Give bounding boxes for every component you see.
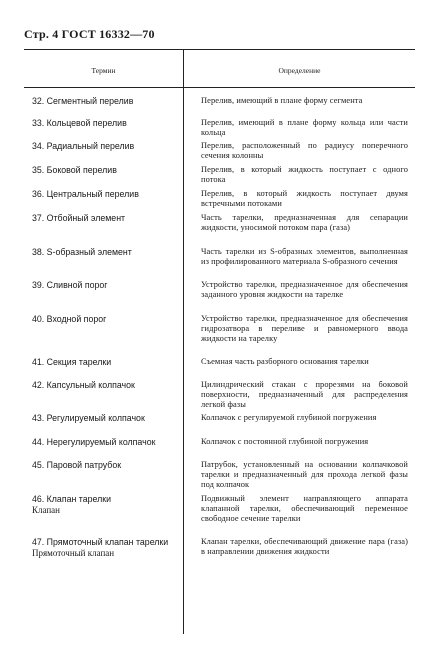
term-name: 47. Прямоточный клапан тарелки — [32, 537, 169, 547]
definition-cell: Устройство тарелки, предназначенное для обеспечения гидрозатвора в переливе и равномерного ввода жидкости на тарелку — [201, 314, 408, 344]
column-header-term: Термин — [91, 66, 116, 75]
definition-cell: Часть тарелки, предназначенная для сепарации жидкости, уносимой потоком пара (газа) — [201, 213, 408, 233]
term-cell: 36. Центральный перелив — [32, 189, 139, 199]
definition-cell: Часть тарелки из S-образных элементов, выполненная из профилированного материала S-образного сечения — [201, 247, 408, 267]
term-cell: 35. Боковой перелив — [32, 165, 117, 175]
definition-cell: Колпачок с постоянной глубиной погружения — [201, 437, 369, 446]
term-cell: 34. Радиальный перелив — [32, 141, 135, 151]
term-cell: 44. Нерегулируемый колпачок — [32, 437, 156, 447]
term-cell: 40. Входной порог — [32, 314, 107, 324]
term-cell: 32. Сегментный перелив — [32, 96, 134, 106]
term-cell: 33. Кольцевой перелив — [32, 118, 127, 128]
term-short-form: Прямоточный клапан — [32, 547, 115, 558]
page-header: Стр. 4 ГОСТ 16332—70 — [24, 27, 155, 41]
definition-cell: Перелив, имеющий в плане форму сегмента — [201, 96, 363, 105]
term-cell: 41. Секция тарелки — [32, 357, 112, 367]
definition-cell: Колпачок с регулируемой глубиной погружения — [201, 413, 377, 422]
definition-cell: Съемная часть разборного основания тарелки — [201, 357, 369, 366]
definition-cell: Перелив, имеющий в плане форму кольца или части кольца — [201, 118, 408, 138]
term-cell: 38. S-образный элемент — [32, 247, 132, 257]
term-short-form: Клапан — [32, 504, 60, 515]
term-cell: 39. Сливной порог — [32, 280, 108, 290]
definition-cell: Клапан тарелки, обеспечивающий движение пара (газа) в направлении движения жидкости — [201, 537, 408, 557]
term-cell: 37. Отбойный элемент — [32, 213, 126, 223]
term-cell: 43. Регулируемый колпачок — [32, 413, 145, 423]
table-header-rule — [24, 87, 415, 88]
definition-cell: Подвижный элемент направляющего аппарата клапанной тарелки, обеспечивающий переменное свободное сечение тарелки — [201, 494, 408, 524]
definition-cell: Устройство тарелки, предназначенное для обеспечения заданного уровня жидкости на тарелке — [201, 280, 408, 300]
term-cell: 42. Капсульный колпачок — [32, 380, 135, 390]
definition-cell: Цилиндрический стакан с прорезями на боковой поверхности, предназначенный для распределения легкой фазы — [201, 380, 408, 410]
definition-cell: Перелив, в который жидкость поступает двумя встречными потоками — [201, 189, 408, 209]
term-name: 46. Клапан тарелки — [32, 494, 111, 504]
term-cell: 45. Паровой патрубок — [32, 460, 122, 470]
term-cell — [32, 537, 187, 558]
definition-cell: Перелив, в который жидкость поступает с одного потока — [201, 165, 408, 185]
table-top-rule — [24, 49, 415, 50]
definition-cell: Патрубок, установленный на основании колпачковой тарелки и предназначенный для прохода легкой фазы под колпачок — [201, 460, 408, 490]
definition-cell: Перелив, расположенный по радиусу поперечного сечения колонны — [201, 141, 408, 161]
column-header-definition: Определение — [278, 66, 321, 75]
term-cell — [32, 494, 187, 515]
